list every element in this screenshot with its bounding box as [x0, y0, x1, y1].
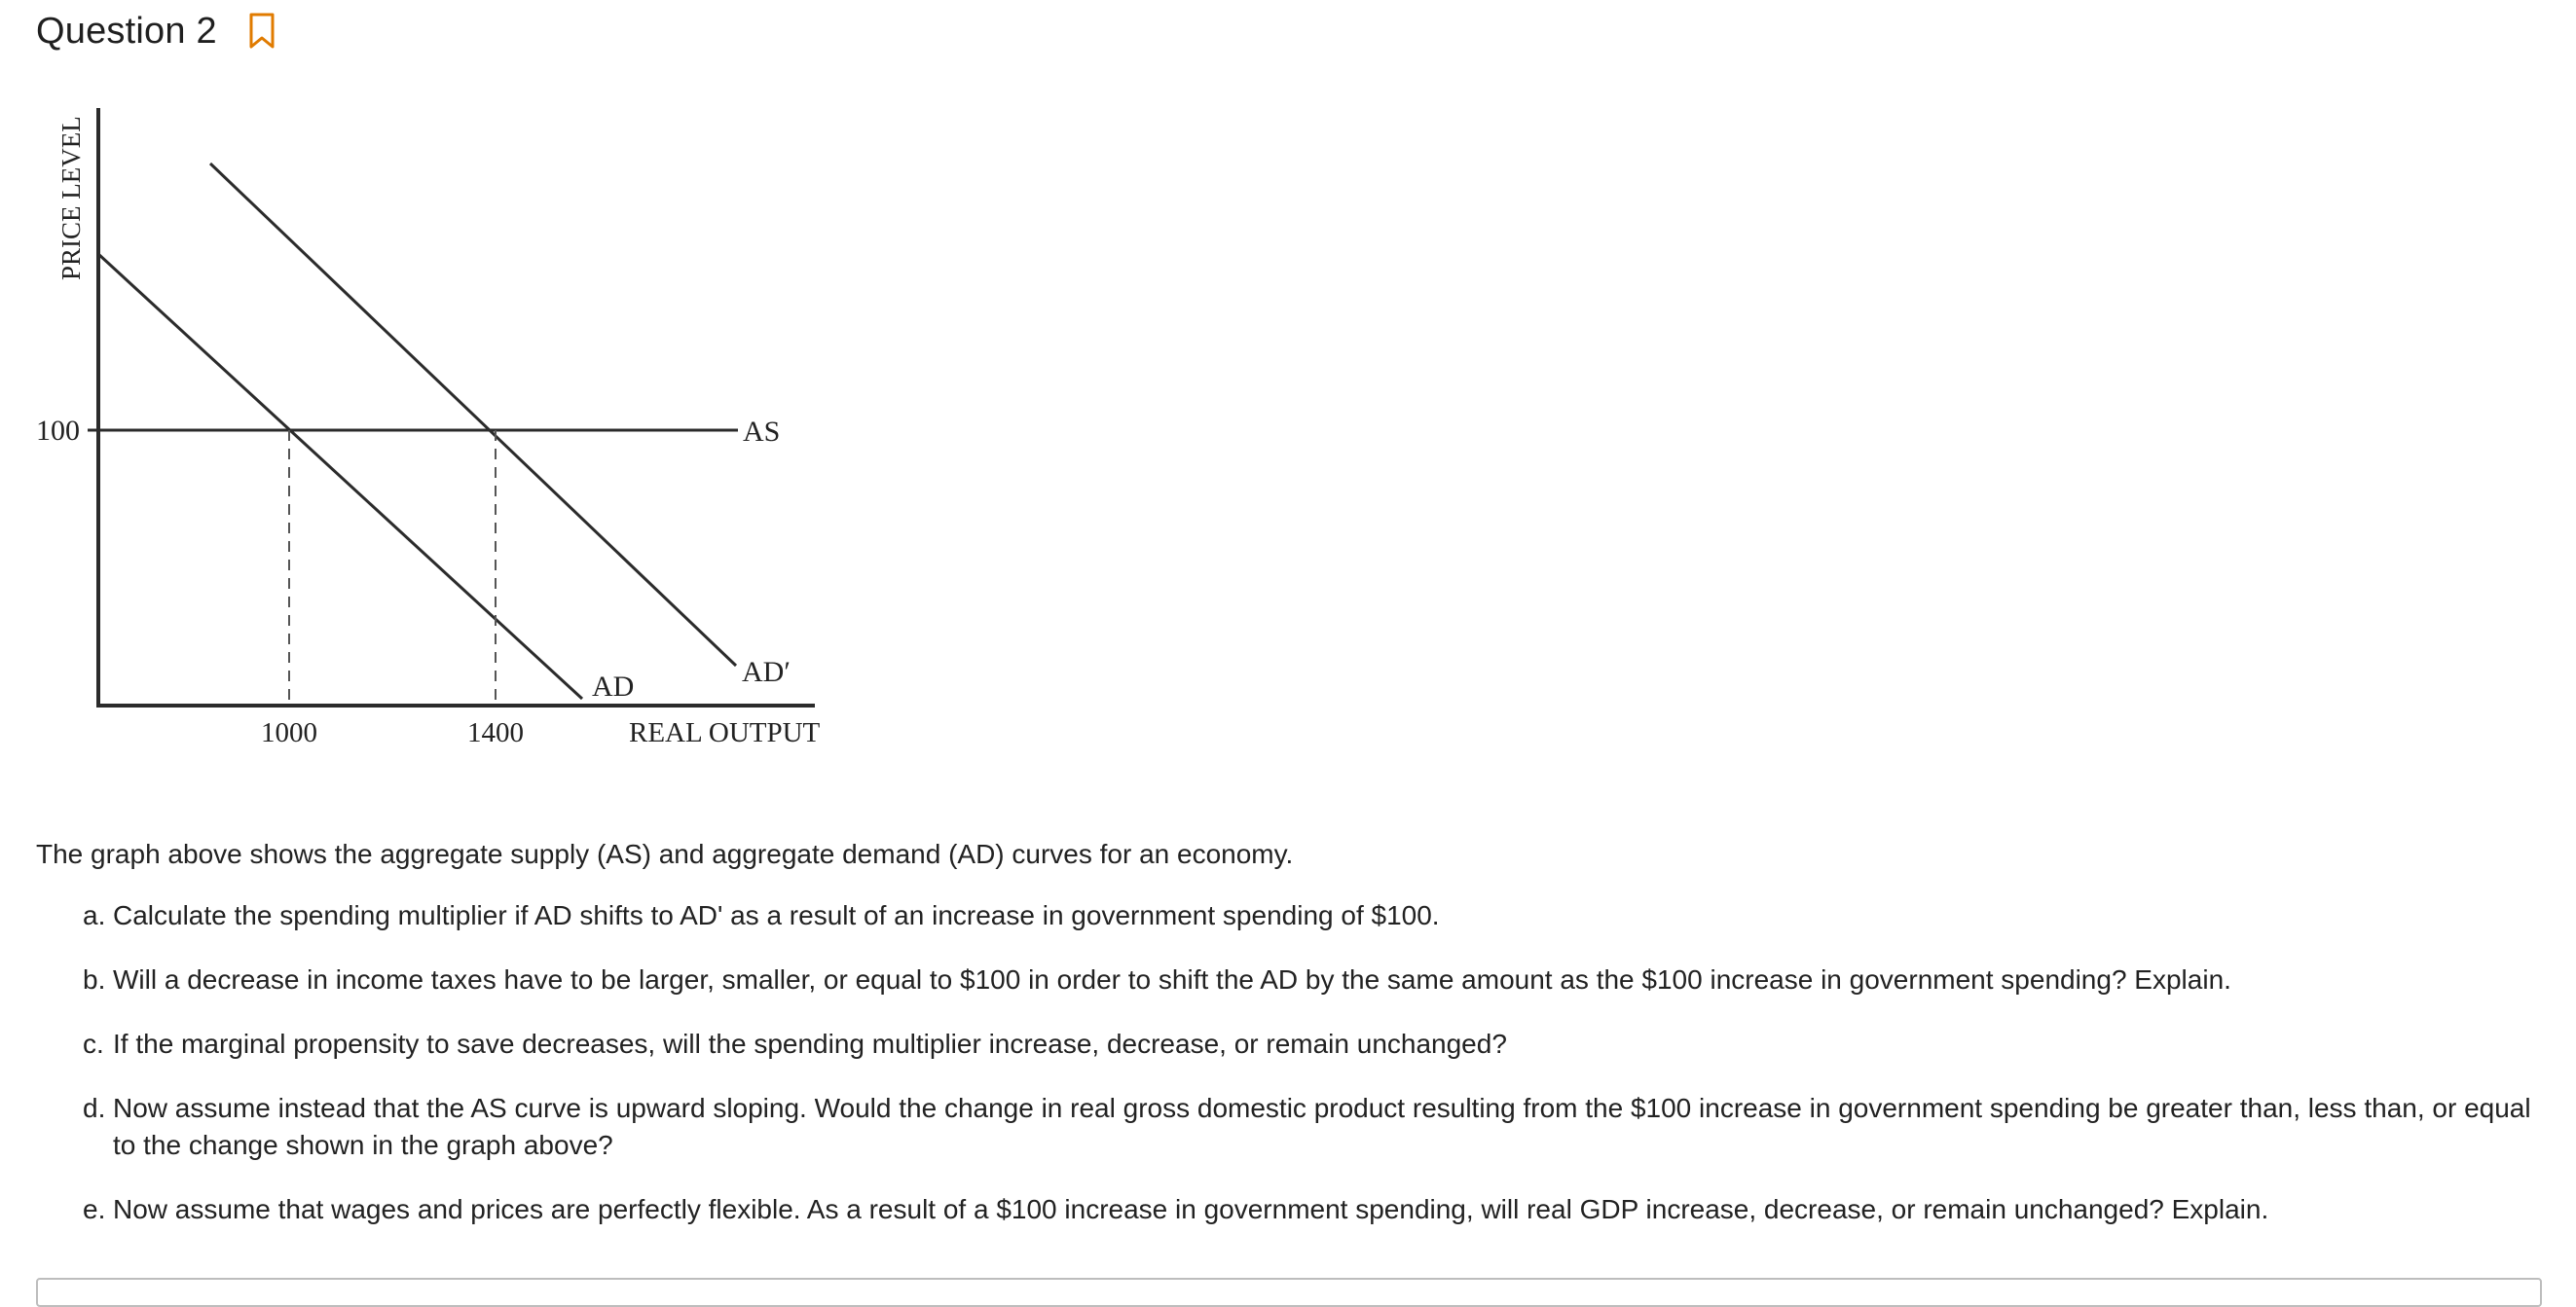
part-letter: d. [83, 1093, 106, 1123]
ad-curve [98, 254, 582, 699]
as-label: AS [743, 416, 781, 448]
ad-prime-curve [210, 163, 736, 666]
price-tick-label: 100 [36, 415, 80, 447]
part-letter: b. [83, 964, 106, 995]
part-text: If the marginal propensity to save decreases, will the spending multiplier increase, decrease, or remain unchanged? [113, 1029, 1507, 1059]
tick-1400-label: 1400 [467, 717, 524, 748]
part-text: Calculate the spending multiplier if AD shifts to AD' as a result of an increase in government spending of $100. [113, 900, 1440, 930]
part-text: Will a decrease in income taxes have to be larger, smaller, or equal to $100 in order to shift the AD by the same amount as the $100 increase in government spending? Explain. [113, 964, 2231, 995]
as-ad-graph [0, 0, 876, 779]
part-text: Now assume instead that the AS curve is upward sloping. Would the change in real gross domestic product resulting from the $100 increase in government spending be greater than, less than, or equal to the change shown in the graph above? [113, 1093, 2531, 1160]
question-intro: The graph above shows the aggregate supply (AS) and aggregate demand (AD) curves for an economy. [36, 839, 1294, 869]
ad-prime-label: AD′ [742, 656, 791, 688]
ad-label: AD [592, 671, 635, 703]
part-letter: e. [83, 1194, 106, 1224]
x-axis-label: REAL OUTPUT [629, 717, 821, 748]
part-letter: a. [83, 900, 106, 930]
question-part-a [83, 897, 2536, 934]
part-letter: c. [83, 1029, 104, 1059]
part-text: Now assume that wages and prices are perfectly flexible. As a result of a $100 increase in government spending, will real GDP increase, decrease, or remain unchanged? Explain. [113, 1194, 2269, 1224]
question-part-c [83, 1026, 2536, 1063]
answer-textarea[interactable] [36, 1278, 2542, 1307]
question-part-d [83, 1090, 2536, 1164]
question-part-e [83, 1191, 2536, 1228]
y-axis-label: PRICE LEVEL [56, 116, 86, 280]
question-parts [83, 897, 2536, 1255]
question-part-b [83, 962, 2536, 998]
question-title: Question 2 [36, 10, 217, 52]
tick-1000-label: 1000 [261, 717, 317, 748]
